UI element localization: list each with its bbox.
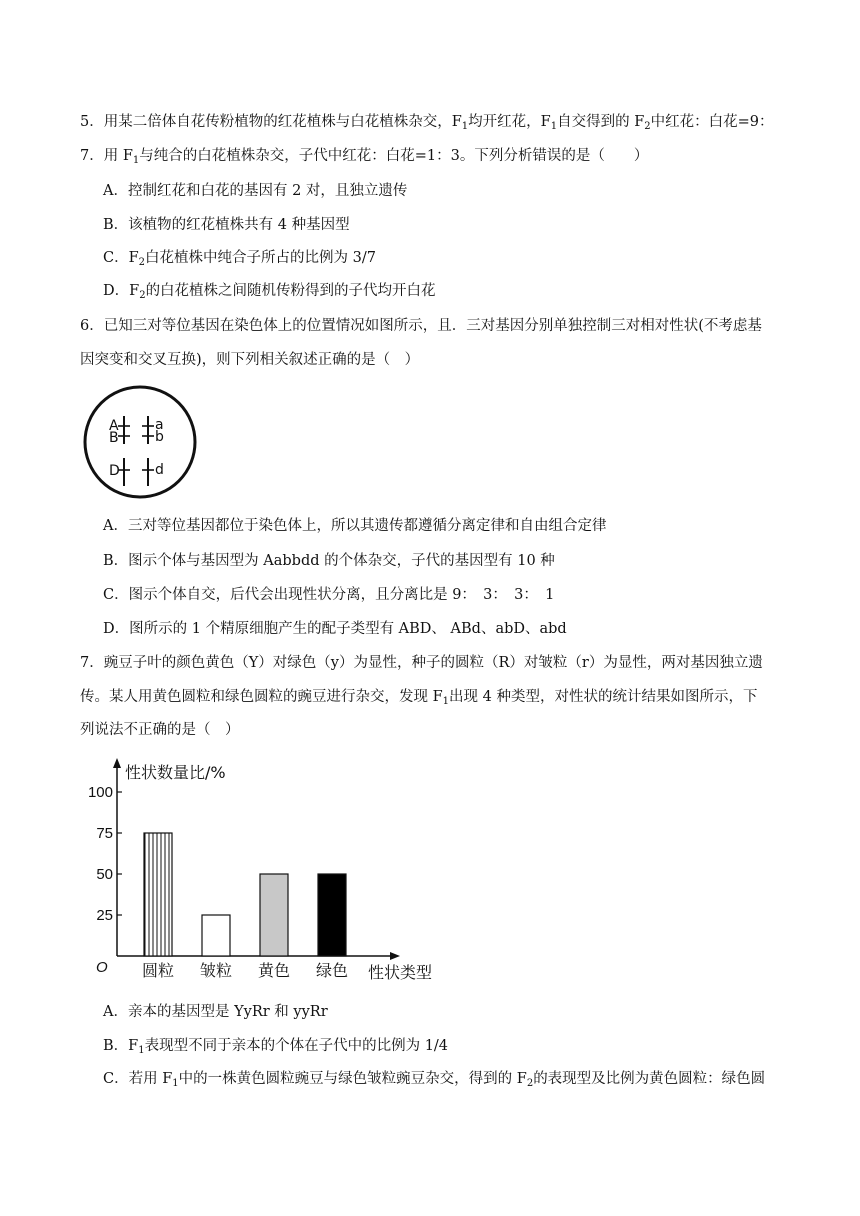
bar-0 — [144, 833, 172, 956]
y-tick-label: 25 — [96, 907, 113, 924]
q7-line3: 列说法不正确的是（ ） — [80, 722, 240, 738]
gene-d: d — [155, 462, 164, 478]
q5-option-b: B．该植物的红花植株共有 4 种基因型 — [103, 217, 350, 233]
x-axis-arrow — [390, 952, 400, 960]
gene-B: B — [109, 430, 119, 446]
cell-circle — [85, 387, 195, 497]
y-axis-label: 性状数量比/% — [125, 763, 226, 782]
q7-line2: 传。某人用黄色圆粒和绿色圆粒的豌豆进行杂交，发现 $F_1$出现 4 种类型，对性状的统计结果如图所示，下 — [80, 689, 758, 707]
q5-option-d: D．$F_2$的白花植株之间随机传粉得到的子代均开白花 — [103, 283, 436, 301]
gene-a: a — [155, 417, 164, 433]
q6-line2: 因突变和交叉互换)，则下列相关叙述正确的是（ ） — [80, 352, 420, 368]
gene-D: D — [109, 463, 120, 479]
y-tick-label: 50 — [96, 866, 113, 883]
y-tick-label: 100 — [87, 784, 113, 801]
x-tick-label: 黄色 — [257, 961, 291, 980]
q5-option-c: C．$F_2$白花植株中纯合子所占的比例为 3/7 — [103, 250, 376, 268]
bar-3 — [318, 874, 346, 956]
x-tick-label: 绿色 — [315, 961, 349, 980]
q6-option-a: A．三对等位基因都位于染色体上，所以其遗传都遵循分离定律和自由组合定律 — [103, 518, 607, 534]
q7-option-a: A．亲本的基因型是 YyRr 和 yyRr — [103, 1004, 328, 1020]
gene-A: A — [109, 418, 119, 434]
q5-line2: 7．用 $F_1$与纯合的白花植株杂交，子代中红花：白花=1：3。下列分析错误的是（ ） — [80, 148, 649, 166]
origin-label: O — [96, 959, 108, 976]
bar-2 — [260, 874, 288, 956]
y-tick-label: 75 — [96, 825, 113, 842]
q5-line1: 5．用某二倍体自花传粉植物的红花植株与白花植株杂交，$F_1$均开红花，$F_1$自交得到的 $F_2$中红花：白花=9： — [80, 114, 774, 132]
trait-bar-chart — [87, 756, 452, 988]
q7-option-b: B．$F_1$表现型不同于亲本的个体在子代中的比例为 1/4 — [103, 1038, 449, 1056]
q7-option-c: C．若用 $F_1$中的一株黄色圆粒豌豆与绿色皱粒豌豆杂交，得到的 $F_2$的表现型及比例为黄色圆粒：绿色圆 — [103, 1071, 766, 1089]
x-tick-label: 皱粒 — [199, 961, 233, 980]
q6-option-b: B．图示个体与基因型为 Aabbdd 的个体杂交，子代的基因型有 10 种 — [103, 553, 555, 569]
q7-line1: 7．豌豆子叶的颜色黄色（Y）对绿色（y）为显性，种子的圆粒（R）对皱粒（r）为显性，两对基因独立遗 — [80, 655, 763, 671]
q5-option-a: A．控制红花和白花的基因有 2 对，且独立遗传 — [103, 183, 408, 199]
q6-line1: 6．已知三对等位基因在染色体上的位置情况如图所示，且．三对基因分别单独控制三对相对性状(不考虑基 — [80, 318, 762, 334]
bar-1 — [202, 915, 230, 956]
cell-chromosome-figure — [82, 384, 198, 500]
q6-option-d: D．图所示的 1 个精原细胞产生的配子类型有 ABD、 ABd、abD、abd — [103, 621, 567, 637]
x-tick-label: 圆粒 — [141, 961, 175, 980]
x-axis-label: 性状类型 — [368, 963, 433, 982]
q6-option-c: C．图示个体自交，后代会出现性状分离，且分离比是 9： 3： 3： 1 — [103, 587, 555, 603]
y-axis-arrow — [113, 758, 121, 768]
gene-b: b — [155, 429, 164, 445]
